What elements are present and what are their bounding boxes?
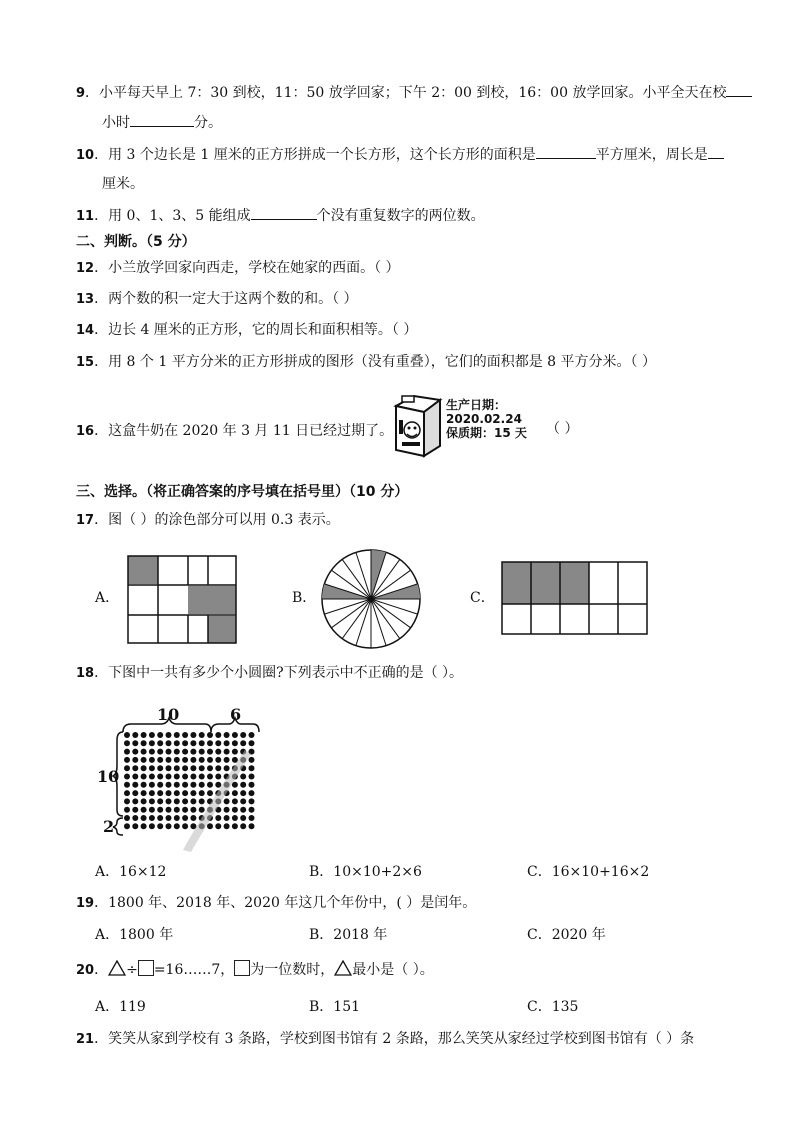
question-18 bbox=[76, 663, 463, 684]
dot bbox=[240, 815, 246, 821]
dot bbox=[166, 815, 172, 821]
dot bbox=[240, 774, 246, 780]
dot bbox=[240, 798, 246, 804]
milk-production-label bbox=[446, 398, 527, 440]
dot bbox=[199, 798, 205, 804]
dot bbox=[190, 740, 196, 746]
dot bbox=[166, 757, 172, 763]
question-number: 15 bbox=[76, 355, 95, 370]
dot bbox=[141, 815, 147, 821]
dot bbox=[249, 790, 255, 796]
dot bbox=[232, 749, 238, 755]
q19-option-a[interactable]: A．1800 年 bbox=[95, 927, 174, 943]
question-9-line2 bbox=[102, 112, 222, 133]
dot bbox=[199, 782, 205, 788]
dot bbox=[249, 782, 255, 788]
dot bbox=[124, 823, 130, 829]
dot bbox=[157, 740, 163, 746]
dot bbox=[215, 757, 221, 763]
dot bbox=[132, 798, 138, 804]
dot bbox=[166, 782, 172, 788]
dot bbox=[132, 757, 138, 763]
question-text: 平方厘米，周长是 bbox=[595, 147, 708, 163]
dot bbox=[149, 782, 155, 788]
dot bbox=[124, 749, 130, 755]
dot bbox=[157, 757, 163, 763]
q19-option-c[interactable]: C．2020 年 bbox=[527, 927, 606, 943]
dot bbox=[132, 774, 138, 780]
dot bbox=[215, 815, 221, 821]
dot bbox=[157, 749, 163, 755]
dot bbox=[232, 807, 238, 813]
question-number: 18 bbox=[76, 666, 95, 681]
label-top-right: 6 bbox=[230, 705, 242, 724]
question-text: ．笑笑从家到学校有 3 条路，学校到图书馆有 2 条路，那么笑笑从家经过学校到图书馆有（ ）条 bbox=[94, 1031, 695, 1047]
question-9-line1 bbox=[76, 82, 752, 104]
dot bbox=[215, 732, 221, 738]
production-date-label: 生产日期： bbox=[446, 398, 507, 412]
question-16 bbox=[76, 421, 393, 442]
dot bbox=[141, 774, 147, 780]
question-number: 16 bbox=[76, 424, 95, 439]
dot bbox=[224, 765, 230, 771]
dot bbox=[182, 798, 188, 804]
dot bbox=[215, 740, 221, 746]
q19-option-b[interactable]: B．2018 年 bbox=[309, 927, 388, 943]
square-icon bbox=[234, 960, 250, 976]
dot bbox=[157, 765, 163, 771]
dot bbox=[157, 815, 163, 821]
option-a-grid-figure bbox=[127, 555, 239, 645]
divide-sign: ÷ bbox=[126, 962, 138, 978]
dot bbox=[249, 732, 255, 738]
question-text: 个没有重复数字的两位数。 bbox=[316, 208, 485, 224]
dot bbox=[157, 782, 163, 788]
dot bbox=[141, 765, 147, 771]
dot bbox=[199, 790, 205, 796]
label-left-bottom: 2 bbox=[103, 817, 115, 836]
dot bbox=[166, 765, 172, 771]
dot bbox=[157, 807, 163, 813]
dot bbox=[207, 732, 213, 738]
question-text: ．小平每天早上 7：30 到校，11：50 放学回家；下午 2：00 到校，16：00 放学回家。小平全天在校 bbox=[85, 85, 727, 101]
dot bbox=[190, 774, 196, 780]
dot bbox=[199, 757, 205, 763]
question-number: 13 bbox=[76, 292, 95, 307]
dot bbox=[249, 757, 255, 763]
dot bbox=[207, 757, 213, 763]
dot bbox=[207, 765, 213, 771]
question-21 bbox=[76, 1029, 694, 1050]
question-text: ．1800 年、2018 年、2020 年这几个年份中，( ）是闰年。 bbox=[94, 895, 477, 911]
answer-blank[interactable] bbox=[251, 205, 317, 220]
dot bbox=[199, 732, 205, 738]
square-icon bbox=[138, 960, 154, 976]
dot bbox=[174, 823, 180, 829]
dot bbox=[149, 732, 155, 738]
dot bbox=[141, 823, 147, 829]
dot bbox=[249, 823, 255, 829]
section-heading-choice: 三、选择。（将正确答案的序号填在括号里）（10 分） bbox=[76, 484, 409, 500]
question-number: 14 bbox=[76, 323, 95, 338]
dot bbox=[141, 732, 147, 738]
dot bbox=[190, 765, 196, 771]
milk-carton-image bbox=[388, 390, 446, 460]
dot bbox=[199, 807, 205, 813]
dot bbox=[166, 732, 172, 738]
dot bbox=[232, 740, 238, 746]
dot bbox=[149, 823, 155, 829]
option-c-rect-figure bbox=[501, 561, 649, 636]
dot bbox=[224, 807, 230, 813]
label-left-top: 10 bbox=[97, 767, 120, 786]
dot bbox=[182, 740, 188, 746]
dot bbox=[124, 790, 130, 796]
dot bbox=[149, 798, 155, 804]
label-top-left: 10 bbox=[157, 705, 180, 724]
dot bbox=[124, 740, 130, 746]
question-13 bbox=[76, 289, 358, 310]
dot bbox=[132, 732, 138, 738]
question-text: 分。 bbox=[194, 115, 222, 131]
dot bbox=[240, 732, 246, 738]
dot bbox=[190, 790, 196, 796]
dot bbox=[207, 790, 213, 796]
dot bbox=[224, 815, 230, 821]
dot bbox=[207, 740, 213, 746]
dot bbox=[174, 757, 180, 763]
dot bbox=[157, 790, 163, 796]
dot bbox=[190, 782, 196, 788]
dot bbox=[199, 749, 205, 755]
dot bbox=[249, 815, 255, 821]
dot bbox=[124, 782, 130, 788]
question-text: ．边长 4 厘米的正方形，它的周长和面积相等。（ ） bbox=[94, 322, 418, 338]
question-14 bbox=[76, 320, 417, 341]
dot bbox=[199, 740, 205, 746]
question-17 bbox=[76, 510, 340, 531]
dot bbox=[182, 749, 188, 755]
question-text: ．用 3 个边长是 1 厘米的正方形拼成一个长方形，这个长方形的面积是 bbox=[94, 147, 536, 163]
option-b-circle-figure bbox=[320, 548, 422, 650]
dot bbox=[249, 740, 255, 746]
dot bbox=[174, 749, 180, 755]
dot bbox=[199, 765, 205, 771]
dot bbox=[240, 740, 246, 746]
dot bbox=[232, 798, 238, 804]
dot bbox=[207, 774, 213, 780]
answer-blank[interactable] bbox=[708, 144, 724, 159]
question-10-line2 bbox=[102, 174, 144, 194]
production-date-value: 2020.02.24 bbox=[446, 412, 522, 426]
dot bbox=[149, 757, 155, 763]
dot bbox=[174, 790, 180, 796]
dot bbox=[190, 732, 196, 738]
dot bbox=[232, 815, 238, 821]
question-11 bbox=[76, 205, 485, 227]
answer-blank[interactable] bbox=[726, 82, 752, 97]
question-16-answer-paren[interactable]: （ ） bbox=[546, 421, 579, 437]
dot bbox=[224, 749, 230, 755]
dot bbox=[224, 798, 230, 804]
dot bbox=[166, 749, 172, 755]
dot bbox=[141, 757, 147, 763]
dot bbox=[215, 823, 221, 829]
question-text: ．小兰放学回家向西走，学校在她家的西面。（ ） bbox=[94, 260, 400, 276]
question-number: 21 bbox=[76, 1032, 95, 1047]
dot bbox=[174, 815, 180, 821]
dot bbox=[215, 782, 221, 788]
dot bbox=[190, 757, 196, 763]
q18-option-a[interactable]: A．16×12 bbox=[95, 864, 167, 880]
question-number: 11 bbox=[76, 209, 95, 224]
dot bbox=[232, 757, 238, 763]
question-text: ．用 0、1、3、5 能组成 bbox=[94, 208, 251, 224]
question-19 bbox=[76, 893, 476, 914]
dot bbox=[132, 815, 138, 821]
dot bbox=[174, 774, 180, 780]
shelf-life-label: 保质期：15 天 bbox=[446, 426, 527, 440]
dot bbox=[207, 823, 213, 829]
dot bbox=[174, 765, 180, 771]
dot bbox=[124, 798, 130, 804]
dot bbox=[149, 807, 155, 813]
triangle-icon bbox=[334, 960, 352, 976]
dot bbox=[174, 740, 180, 746]
option-a-label[interactable]: A． bbox=[95, 590, 120, 606]
dot bbox=[149, 749, 155, 755]
question-text: 厘米。 bbox=[102, 176, 144, 192]
q20-option-a[interactable]: A．119 bbox=[95, 999, 146, 1015]
question-number: 19 bbox=[76, 896, 95, 911]
dot bbox=[224, 823, 230, 829]
dot bbox=[182, 732, 188, 738]
question-text: =16……7， bbox=[153, 962, 235, 978]
dot bbox=[166, 790, 172, 796]
question-text: ．两个数的积一定大于这两个数的和。（ ） bbox=[94, 291, 358, 307]
dot bbox=[132, 807, 138, 813]
dot bbox=[199, 774, 205, 780]
triangle-icon bbox=[108, 960, 126, 976]
dot bbox=[157, 774, 163, 780]
dot bbox=[124, 757, 130, 763]
dot bbox=[141, 798, 147, 804]
dot bbox=[141, 807, 147, 813]
question-number: 10 bbox=[76, 148, 95, 163]
dot bbox=[124, 774, 130, 780]
dot bbox=[132, 823, 138, 829]
dot bbox=[166, 823, 172, 829]
dot bbox=[232, 732, 238, 738]
dot bbox=[124, 765, 130, 771]
question-text: ．用 8 个 1 平方分米的正方形拼成的图形（没有重叠），它们的面积都是 8 平方分米。（ ） bbox=[94, 354, 656, 370]
q18-option-b[interactable]: B．10×10+2×6 bbox=[309, 864, 422, 880]
dot bbox=[132, 790, 138, 796]
dot bbox=[132, 740, 138, 746]
dot bbox=[232, 790, 238, 796]
dot bbox=[124, 732, 130, 738]
dot bbox=[182, 807, 188, 813]
dot bbox=[166, 807, 172, 813]
dot bbox=[182, 765, 188, 771]
dot bbox=[174, 732, 180, 738]
dot bbox=[232, 823, 238, 829]
dot bbox=[215, 765, 221, 771]
question-10-line1 bbox=[76, 144, 724, 166]
question-number: 9 bbox=[76, 86, 86, 101]
dot bbox=[190, 815, 196, 821]
answer-blank[interactable] bbox=[536, 144, 596, 159]
section-heading-judge: 二、判断。（5 分） bbox=[76, 234, 196, 250]
dot bbox=[190, 749, 196, 755]
q20-option-b[interactable]: B．151 bbox=[309, 999, 361, 1015]
dot bbox=[207, 749, 213, 755]
question-number: 17 bbox=[76, 513, 95, 528]
dot bbox=[157, 732, 163, 738]
dot bbox=[249, 765, 255, 771]
dot bbox=[182, 790, 188, 796]
dot bbox=[240, 782, 246, 788]
dot bbox=[240, 790, 246, 796]
dot bbox=[224, 740, 230, 746]
question-text: 最小是（ ）。 bbox=[352, 962, 434, 978]
dot bbox=[149, 815, 155, 821]
dot bbox=[132, 782, 138, 788]
dot bbox=[149, 765, 155, 771]
dot bbox=[215, 749, 221, 755]
dot bbox=[182, 774, 188, 780]
option-c-label[interactable]: C． bbox=[470, 590, 495, 606]
dot bbox=[124, 815, 130, 821]
dot bbox=[132, 765, 138, 771]
dot bbox=[174, 798, 180, 804]
dot bbox=[190, 798, 196, 804]
dot bbox=[149, 774, 155, 780]
question-text: ．下图中一共有多少个小圆圈?下列表示中不正确的是（ ）。 bbox=[94, 665, 464, 681]
dot bbox=[182, 815, 188, 821]
dot bbox=[174, 782, 180, 788]
dot bbox=[249, 798, 255, 804]
question-number: 20 bbox=[76, 963, 95, 978]
dot bbox=[166, 774, 172, 780]
dot bbox=[174, 807, 180, 813]
dot bbox=[240, 807, 246, 813]
dot bbox=[149, 790, 155, 796]
dot bbox=[190, 807, 196, 813]
dot bbox=[157, 798, 163, 804]
dot bbox=[149, 740, 155, 746]
dot-array-figure bbox=[95, 700, 275, 852]
dot bbox=[224, 732, 230, 738]
dot bbox=[207, 782, 213, 788]
dot bbox=[157, 823, 163, 829]
option-b-label[interactable]: B． bbox=[292, 590, 317, 606]
question-text: ．这盒牛奶在 2020 年 3 月 11 日已经过期了。 bbox=[94, 423, 394, 439]
question-12 bbox=[76, 258, 400, 279]
question-number: 12 bbox=[76, 261, 95, 276]
dot bbox=[141, 790, 147, 796]
dot bbox=[249, 807, 255, 813]
dot bbox=[141, 749, 147, 755]
q20-option-c[interactable]: C．135 bbox=[527, 999, 579, 1015]
q18-option-c[interactable]: C．16×10+16×2 bbox=[527, 864, 650, 880]
dot bbox=[132, 749, 138, 755]
dot bbox=[141, 782, 147, 788]
dot bbox=[240, 823, 246, 829]
dot bbox=[249, 774, 255, 780]
dot bbox=[166, 798, 172, 804]
dot bbox=[182, 823, 188, 829]
dot bbox=[182, 782, 188, 788]
question-20: 20． ÷ =16……7， 为一位数时， 最小是（ ）。 bbox=[76, 962, 434, 978]
dot bbox=[224, 757, 230, 763]
question-text: 为一位数时， bbox=[250, 962, 335, 978]
question-text: 小时 bbox=[102, 115, 130, 131]
question-15 bbox=[76, 352, 656, 373]
dot bbox=[141, 740, 147, 746]
dot bbox=[215, 774, 221, 780]
question-text: ．图（ ）的涂色部分可以用 0.3 表示。 bbox=[94, 512, 340, 528]
dot bbox=[182, 757, 188, 763]
answer-blank[interactable] bbox=[130, 112, 194, 127]
dot bbox=[166, 740, 172, 746]
dot bbox=[124, 807, 130, 813]
